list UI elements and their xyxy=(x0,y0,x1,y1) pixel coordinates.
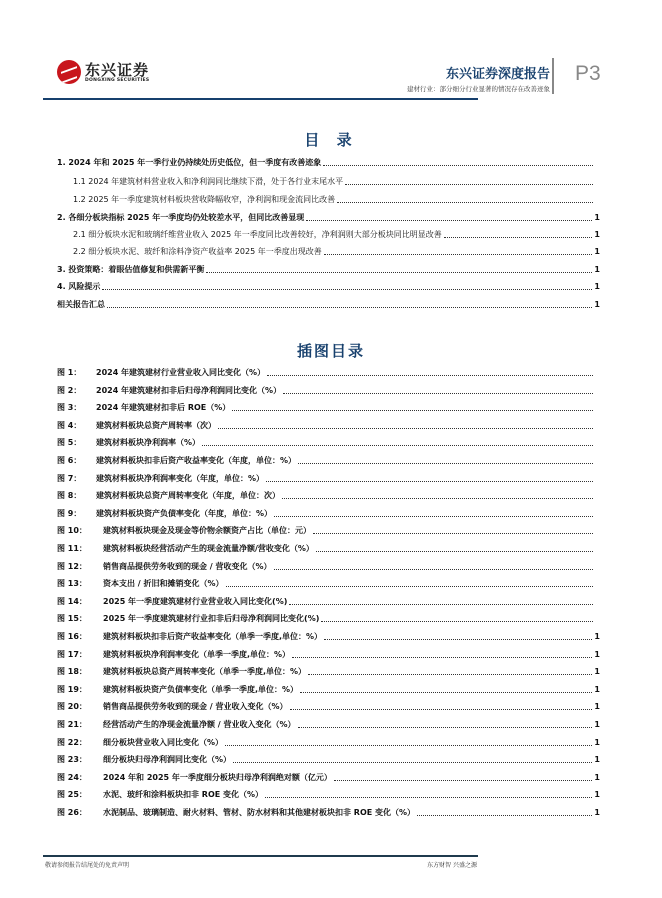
leader-dots xyxy=(324,639,592,640)
figure-entry[interactable] xyxy=(57,717,600,731)
figure-page: 1 xyxy=(594,720,600,729)
figure-entry[interactable] xyxy=(57,400,600,414)
toc-entry-page: 1 xyxy=(594,300,600,309)
figure-label: 图 8： xyxy=(57,491,82,501)
figure-label: 图 4： xyxy=(57,420,82,430)
leader-dots xyxy=(444,237,593,238)
figure-label: 图 18： xyxy=(57,667,87,677)
figure-page: 1 xyxy=(594,649,600,659)
figure-label: 图 25： xyxy=(57,790,87,800)
figure-title: 水泥制品、玻璃制造、耐火材料、管材、防水材料和其他建材板块扣非 ROE 变化（%） xyxy=(103,808,416,817)
toc-entry-page: 1 xyxy=(594,282,600,291)
figure-title: 建筑材料板块总资产周转率变化（单季一季度,单位：%） xyxy=(103,667,307,677)
figure-entry[interactable] xyxy=(57,664,600,678)
figure-label: 图 13： xyxy=(57,579,87,589)
figure-entry[interactable] xyxy=(57,435,600,449)
figure-label: 图 22： xyxy=(57,737,87,747)
toc-entry[interactable] xyxy=(57,210,600,224)
figure-page: 1 xyxy=(594,790,600,800)
leader-dots xyxy=(289,604,593,605)
leader-dots xyxy=(107,307,592,308)
figure-title: 水泥、玻纤和涂料板块扣非 ROE 变化（%） xyxy=(103,790,264,800)
leader-dots xyxy=(265,797,592,798)
leader-dots xyxy=(225,745,592,746)
figure-entry[interactable] xyxy=(57,805,600,819)
figure-label: 图 11： xyxy=(57,544,87,553)
company-logo xyxy=(57,60,149,84)
leader-dots xyxy=(102,289,592,290)
figure-entry[interactable] xyxy=(57,418,600,432)
figure-entry[interactable] xyxy=(57,735,600,749)
figure-page: 1 xyxy=(594,684,600,694)
figure-title: 建筑材料板块总资产周转率变化（年度，单位：次） xyxy=(96,491,280,501)
leader-dots xyxy=(417,815,592,816)
footer-slogan: 东方财智 兴盛之源 xyxy=(427,862,477,869)
figure-title: 建筑材料板块净利润率（%） xyxy=(96,438,201,448)
toc-entry-page: 1 xyxy=(594,213,600,222)
leader-dots xyxy=(274,569,593,570)
toc-entry[interactable] xyxy=(57,262,600,276)
figure-entry[interactable] xyxy=(57,594,600,608)
figure-entry[interactable] xyxy=(57,488,600,502)
header-divider xyxy=(552,58,554,94)
figure-entry[interactable] xyxy=(57,629,600,643)
figure-title: 建筑材料板块净利润率变化（单季一季度,单位：%） xyxy=(103,649,291,659)
figure-label: 图 7： xyxy=(57,473,82,483)
leader-dots xyxy=(233,762,592,763)
leader-dots xyxy=(298,727,593,728)
toc-title: 目 录 xyxy=(304,131,358,149)
figure-title: 销售商品提供劳务收到的现金 / 营业收入变化（%） xyxy=(103,702,288,712)
leader-dots xyxy=(298,463,593,464)
logo-name-cn: 东兴证券 xyxy=(85,60,150,79)
leader-dots xyxy=(274,516,593,517)
figure-entry[interactable] xyxy=(57,506,600,520)
figure-entry[interactable] xyxy=(57,576,600,590)
figure-label: 图 16： xyxy=(57,632,87,641)
leader-dots xyxy=(232,410,593,411)
figure-label: 图 14： xyxy=(57,596,87,606)
toc-entry[interactable] xyxy=(73,227,600,241)
figure-entry[interactable] xyxy=(57,453,600,467)
figure-title: 资本支出 / 折旧和摊销变化（%） xyxy=(103,579,224,589)
leader-dots xyxy=(206,272,592,273)
figure-label: 图 19： xyxy=(57,684,87,694)
figure-entry[interactable] xyxy=(57,647,600,661)
page-number: P3 xyxy=(575,62,601,85)
report-subtitle: 建材行业：部分细分行业显著的情况存在改善迹象 xyxy=(407,85,550,93)
toc-entry-text: 相关报告汇总 xyxy=(57,300,105,309)
leader-dots xyxy=(202,445,593,446)
leader-dots xyxy=(324,254,593,255)
figure-label: 图 23： xyxy=(57,755,87,765)
leader-dots xyxy=(313,533,593,534)
figure-page: 1 xyxy=(594,772,600,782)
figure-title: 细分板块营业收入同比变化（%） xyxy=(103,737,224,747)
leader-dots xyxy=(323,165,593,166)
figure-label: 图 20： xyxy=(57,702,87,712)
leader-dots xyxy=(266,481,593,482)
toc-entry-text: 3. 投资策略：着眼估值修复和供需新平衡 xyxy=(57,265,205,274)
figure-entry[interactable] xyxy=(57,541,600,555)
leader-dots xyxy=(267,375,593,376)
figure-entry[interactable] xyxy=(57,682,600,696)
figure-title: 建筑材料板块扣非后资产收益率变化（单季一季度,单位：%） xyxy=(103,632,323,641)
figure-label: 图 15： xyxy=(57,614,87,624)
toc-entry-text: 1.2 2025 年一季度建筑材料板块营收降幅收窄，净利润和现金流同比改善 xyxy=(73,195,336,204)
figure-title: 销售商品提供劳务收到的现金 / 营收变化（%） xyxy=(103,561,272,571)
figure-entry[interactable] xyxy=(57,770,600,784)
leader-dots xyxy=(337,202,593,203)
figure-page: 1 xyxy=(594,808,600,817)
leader-dots xyxy=(300,692,592,693)
toc-entry-page: 1 xyxy=(594,265,600,274)
logo-name-en: DONGXING SECURITIES xyxy=(85,77,150,83)
figure-label: 图 12： xyxy=(57,561,87,571)
figure-entry[interactable] xyxy=(57,365,600,379)
footer-rule xyxy=(43,855,478,857)
leader-dots xyxy=(292,657,592,658)
figure-entry[interactable] xyxy=(57,752,600,766)
leader-dots xyxy=(321,621,593,622)
toc-entry-text: 1. 2024 年和 2025 年一季行业仍持续处历史低位，但一季度有改善迹象 xyxy=(57,158,322,167)
figure-page: 1 xyxy=(594,755,600,765)
figure-entry[interactable] xyxy=(57,523,600,537)
figure-title: 2024 年建筑建材扣非后归母净利润同比变化（%） xyxy=(96,385,282,395)
figure-label: 图 9： xyxy=(57,508,82,518)
figure-title: 细分板块归母净利润同比变化（%） xyxy=(103,755,232,765)
toc-entry-text: 1.1 2024 年建筑材料营业收入和净利润同比继续下滑，处于各行业末尾水平 xyxy=(73,177,344,186)
figure-title: 建筑材料板块总资产周转率（次） xyxy=(96,420,216,430)
leader-dots xyxy=(290,709,593,710)
figure-page: 1 xyxy=(594,667,600,677)
figure-title: 建筑材料板块现金及现金等价物余额资产占比（单位：元） xyxy=(103,526,311,536)
figure-label: 图 3： xyxy=(57,403,82,413)
toc-entry-text: 2.2 细分板块水泥、玻纤和涂料净资产收益率 2025 年一季度出现改善 xyxy=(73,247,322,256)
figure-label: 图 24： xyxy=(57,772,87,782)
footer-disclaimer: 敬请参阅报告结尾处的免责声明 xyxy=(45,862,130,869)
toc-entry-page: 1 xyxy=(594,247,600,256)
toc-entry[interactable] xyxy=(57,279,600,293)
figure-entry[interactable] xyxy=(57,787,600,801)
figure-title: 2024 年建筑建材行业营业收入同比变化（%） xyxy=(96,368,266,377)
header-rule xyxy=(43,98,478,100)
figure-title: 建筑材料板块净利润率变化（年度，单位：%） xyxy=(96,473,265,483)
leader-dots xyxy=(345,184,593,185)
figure-title: 建筑材料板块经营活动产生的现金流量净额/营收变化（%） xyxy=(103,544,314,553)
figures-title: 插图目录 xyxy=(296,342,365,360)
figure-entry[interactable] xyxy=(57,611,600,625)
toc-entry[interactable] xyxy=(73,244,600,258)
figure-label: 图 21： xyxy=(57,720,87,729)
leader-dots xyxy=(218,428,593,429)
figure-label: 图 10： xyxy=(57,526,87,536)
toc-entry[interactable] xyxy=(57,155,600,169)
leader-dots xyxy=(226,586,593,587)
figure-label: 图 6： xyxy=(57,456,82,465)
figure-entry[interactable] xyxy=(57,383,600,397)
leader-dots xyxy=(306,220,592,221)
figure-title: 建筑材料板块资产负债率变化（单季一季度,单位：%） xyxy=(103,684,299,694)
figure-title: 2024 年建筑建材扣非后 ROE（%） xyxy=(96,403,231,413)
figure-label: 图 5： xyxy=(57,438,82,448)
toc-entry-text: 2. 各细分板块指标 2025 年一季度均仍处较差水平，但同比改善显现 xyxy=(57,213,305,222)
figure-entry[interactable] xyxy=(57,699,600,713)
toc-entry-text: 2.1 细分板块水泥和玻璃纤维营业收入 2025 年一季度同比改善较好，净利润则大部分板块同比明显改善 xyxy=(73,230,442,239)
figure-label: 图 1： xyxy=(57,368,82,377)
figure-label: 图 26： xyxy=(57,808,87,817)
figure-page: 1 xyxy=(594,632,600,641)
figure-title: 2024 年和 2025 年一季度细分板块归母净利润绝对额（亿元） xyxy=(103,772,332,782)
leader-dots xyxy=(308,674,592,675)
toc-entry[interactable] xyxy=(73,174,600,188)
toc-entry[interactable] xyxy=(73,192,600,206)
figure-entry[interactable] xyxy=(57,559,600,573)
leader-dots xyxy=(282,498,593,499)
toc-entry-text: 4. 风险提示 xyxy=(57,282,101,291)
figure-title: 经营活动产生的净现金流量净额 / 营业收入变化（%） xyxy=(103,720,296,729)
figure-title: 2025 年一季度建筑建材行业营业收入同比变化(%) xyxy=(103,596,288,606)
leader-dots xyxy=(283,393,593,394)
logo-icon xyxy=(57,60,81,84)
figure-label: 图 17： xyxy=(57,649,87,659)
figure-title: 建筑材料板块资产负债率变化（年度，单位：%） xyxy=(96,508,273,518)
toc-entry[interactable] xyxy=(57,297,600,311)
figure-page: 1 xyxy=(594,702,600,712)
figure-entry[interactable] xyxy=(57,471,600,485)
leader-dots xyxy=(316,551,593,552)
figure-label: 图 2： xyxy=(57,385,82,395)
leader-dots xyxy=(334,780,593,781)
figure-page: 1 xyxy=(594,737,600,747)
figure-title: 建筑材料板块扣非后资产收益率变化（年度，单位：%） xyxy=(96,456,297,465)
report-type: 东兴证券深度报告 xyxy=(445,67,550,82)
toc-entry-page: 1 xyxy=(594,230,600,239)
figure-title: 2025 年一季度建筑建材行业扣非后归母净利润同比变化(%) xyxy=(103,614,320,624)
